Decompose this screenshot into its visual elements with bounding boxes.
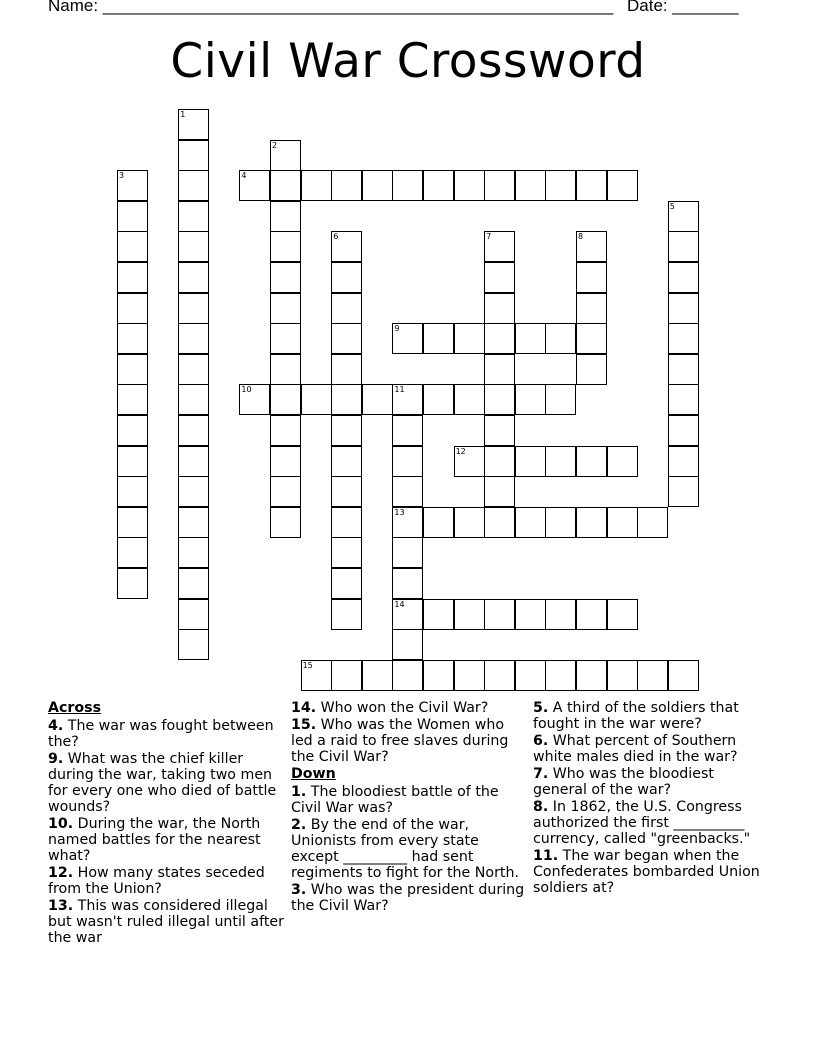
grid-cell[interactable] — [484, 476, 515, 507]
grid-cell[interactable] — [117, 568, 148, 599]
grid-cell[interactable] — [515, 599, 546, 630]
grid-cell[interactable] — [607, 660, 638, 691]
cell-number: 12 — [455, 446, 466, 456]
grid-cell[interactable] — [484, 293, 515, 324]
grid-cell[interactable] — [331, 507, 362, 538]
down-clue-3: 3. Who was the president during the Civil War? — [291, 882, 525, 914]
grid-cell[interactable] — [362, 170, 393, 201]
grid-cell[interactable] — [668, 323, 699, 354]
grid-cell[interactable] — [270, 293, 301, 324]
grid-cell[interactable] — [331, 660, 362, 691]
cell-number: 10 — [241, 385, 252, 395]
grid-cell[interactable] — [484, 446, 515, 477]
grid-cell[interactable] — [668, 476, 699, 507]
grid-cell[interactable] — [301, 660, 332, 691]
grid-cell[interactable] — [423, 507, 454, 538]
grid-cell[interactable] — [668, 415, 699, 446]
cell-number: 3 — [119, 171, 125, 181]
grid-cell[interactable] — [178, 201, 209, 232]
grid-cell[interactable] — [178, 476, 209, 507]
grid-cell[interactable] — [331, 293, 362, 324]
grid-cell[interactable] — [178, 140, 209, 171]
down-clue-8: 8. In 1862, the U.S. Congress authorized the first __________ currency, called "greenbacks." — [533, 799, 751, 847]
grid-cell[interactable] — [117, 415, 148, 446]
cell-number: 6 — [333, 232, 339, 242]
down-clue-6: 6. What percent of Southern white males died in the war? — [533, 733, 738, 765]
grid-cell[interactable] — [178, 293, 209, 324]
grid-cell[interactable] — [117, 323, 148, 354]
down-clue-5: 5. A third of the soldiers that fought in the war were? — [533, 700, 739, 732]
grid-cell[interactable] — [270, 476, 301, 507]
grid-cell[interactable] — [270, 262, 301, 293]
grid-cell[interactable] — [178, 384, 209, 415]
grid-cell[interactable] — [668, 660, 699, 691]
grid-cell[interactable] — [392, 568, 423, 599]
grid-cell[interactable] — [515, 660, 546, 691]
grid-cell[interactable] — [270, 201, 301, 232]
cell-number: 4 — [241, 171, 247, 181]
grid-cell[interactable] — [331, 537, 362, 568]
grid-cell[interactable] — [607, 599, 638, 630]
grid-cell[interactable] — [545, 170, 576, 201]
grid-cell[interactable] — [178, 323, 209, 354]
across-clue-12: 12. How many states seceded from the Union? — [48, 865, 265, 897]
grid-cell[interactable] — [484, 323, 515, 354]
grid-cell[interactable] — [545, 599, 576, 630]
grid-cell[interactable] — [178, 568, 209, 599]
grid-cell[interactable] — [454, 170, 485, 201]
grid-cell[interactable] — [484, 170, 515, 201]
grid-cell[interactable] — [484, 660, 515, 691]
grid-cell[interactable] — [484, 384, 515, 415]
grid-cell[interactable] — [668, 293, 699, 324]
grid-cell[interactable] — [607, 170, 638, 201]
grid-cell[interactable] — [454, 507, 485, 538]
grid-cell[interactable] — [331, 415, 362, 446]
grid-cell[interactable] — [301, 170, 332, 201]
grid-cell[interactable] — [392, 507, 423, 538]
grid-cell[interactable] — [576, 446, 607, 477]
grid-cell[interactable] — [178, 262, 209, 293]
grid-cell[interactable] — [576, 170, 607, 201]
grid-cell[interactable] — [117, 354, 148, 385]
cell-number: 5 — [669, 201, 675, 211]
grid-cell[interactable] — [392, 323, 423, 354]
grid-cell[interactable] — [637, 507, 668, 538]
grid-cell[interactable] — [484, 599, 515, 630]
grid-cell[interactable] — [484, 262, 515, 293]
grid-cell[interactable] — [178, 507, 209, 538]
grid-cell[interactable] — [484, 415, 515, 446]
grid-cell[interactable] — [515, 384, 546, 415]
grid-cell[interactable] — [178, 446, 209, 477]
grid-cell[interactable] — [392, 415, 423, 446]
grid-cell[interactable] — [484, 507, 515, 538]
grid-cell[interactable] — [117, 507, 148, 538]
grid-cell[interactable] — [576, 293, 607, 324]
grid-cell[interactable] — [576, 231, 607, 262]
grid-cell[interactable] — [117, 262, 148, 293]
grid-cell[interactable] — [331, 599, 362, 630]
grid-cell[interactable] — [178, 170, 209, 201]
grid-cell[interactable] — [545, 384, 576, 415]
grid-cell[interactable] — [331, 231, 362, 262]
grid-cell[interactable] — [454, 599, 485, 630]
down-clue-11: 11. The war began when the Confederates bombarded Union soldiers at? — [533, 848, 760, 896]
cell-number: 9 — [394, 324, 400, 334]
grid-cell[interactable] — [668, 201, 699, 232]
grid-cell[interactable] — [392, 446, 423, 477]
grid-cell[interactable] — [270, 446, 301, 477]
down-clue-1: 1. The bloodiest battle of the Civil War was? — [291, 784, 499, 816]
across-clue-10: 10. During the war, the North named battles for the nearest what? — [48, 816, 261, 864]
across-clue-14: 14. Who won the Civil War? — [291, 700, 489, 716]
down-clue-2: 2. By the end of the war, Unionists from every state except _________ had sent regiments to fight for the North. — [291, 817, 519, 881]
grid-cell[interactable] — [117, 293, 148, 324]
grid-cell[interactable] — [178, 415, 209, 446]
grid-cell[interactable] — [270, 415, 301, 446]
down-clue-7: 7. Who was the bloodiest general of the war? — [533, 766, 714, 798]
grid-cell[interactable] — [392, 170, 423, 201]
clue-column-3 — [533, 700, 769, 897]
grid-cell[interactable] — [454, 660, 485, 691]
grid-cell[interactable] — [331, 384, 362, 415]
grid-cell[interactable] — [392, 476, 423, 507]
grid-cell[interactable] — [423, 660, 454, 691]
grid-cell[interactable] — [668, 262, 699, 293]
grid-cell[interactable] — [117, 170, 148, 201]
grid-cell[interactable] — [270, 231, 301, 262]
grid-cell[interactable] — [576, 507, 607, 538]
grid-cell[interactable] — [607, 507, 638, 538]
across-clue-15: 15. Who was the Women who led a raid to free slaves during the Civil War? — [291, 717, 509, 765]
across-clue-4: 4. The war was fought between the? — [48, 718, 274, 750]
cell-number: 11 — [394, 385, 405, 395]
clue-column-1 — [48, 700, 284, 947]
grid-cell[interactable] — [270, 140, 301, 171]
grid-cell[interactable] — [484, 231, 515, 262]
across-clue-13: 13. This was considered illegal but wasn't ruled illegal until after the war — [48, 898, 284, 946]
across-heading: Across — [48, 700, 102, 716]
grid-cell[interactable] — [270, 323, 301, 354]
grid-cell[interactable] — [178, 599, 209, 630]
grid-cell[interactable] — [117, 231, 148, 262]
cell-number: 13 — [394, 507, 405, 517]
grid-cell[interactable] — [392, 599, 423, 630]
grid-cell[interactable] — [545, 660, 576, 691]
cell-number: 7 — [486, 232, 492, 242]
grid-cell[interactable] — [331, 446, 362, 477]
grid-cell[interactable] — [331, 170, 362, 201]
grid-cell[interactable] — [239, 170, 270, 201]
grid-cell[interactable] — [117, 446, 148, 477]
grid-cell[interactable] — [668, 231, 699, 262]
grid-cell[interactable] — [331, 262, 362, 293]
grid-cell[interactable] — [178, 109, 209, 140]
grid-cell[interactable] — [331, 476, 362, 507]
grid-cell[interactable] — [270, 507, 301, 538]
grid-cell[interactable] — [423, 384, 454, 415]
grid-cell[interactable] — [117, 384, 148, 415]
grid-cell[interactable] — [454, 323, 485, 354]
grid-cell[interactable] — [668, 446, 699, 477]
grid-cell[interactable] — [301, 384, 332, 415]
grid-cell[interactable] — [331, 354, 362, 385]
cell-number: 1 — [180, 110, 186, 119]
name-line: Name: ______________________________________________________ — [48, 0, 614, 15]
grid-cell[interactable] — [515, 170, 546, 201]
grid-cell[interactable] — [515, 507, 546, 538]
grid-cell[interactable] — [392, 629, 423, 660]
grid-cell[interactable] — [178, 537, 209, 568]
grid-cell[interactable] — [454, 384, 485, 415]
grid-cell[interactable] — [637, 660, 668, 691]
grid-cell[interactable] — [331, 568, 362, 599]
grid-cell[interactable] — [545, 323, 576, 354]
grid-cell[interactable] — [545, 507, 576, 538]
cell-number: 15 — [302, 660, 313, 670]
cell-number: 14 — [394, 599, 405, 609]
date-line: Date: _______ — [627, 0, 739, 15]
across-clue-9: 9. What was the chief killer during the war, taking two men for every one who died of battle wounds? — [48, 751, 277, 815]
page-title: Civil War Crossword — [170, 34, 646, 89]
grid-cell[interactable] — [270, 384, 301, 415]
grid-cell[interactable] — [576, 660, 607, 691]
grid-cell[interactable] — [117, 476, 148, 507]
grid-cell[interactable] — [362, 384, 393, 415]
cell-number: 8 — [578, 232, 584, 242]
grid-cell[interactable] — [270, 354, 301, 385]
cell-number: 2 — [272, 140, 278, 150]
grid-cell[interactable] — [576, 323, 607, 354]
grid-cell[interactable] — [515, 323, 546, 354]
grid-cell[interactable] — [117, 537, 148, 568]
grid-cell[interactable] — [178, 629, 209, 660]
grid-cell[interactable] — [392, 384, 423, 415]
grid-cell[interactable] — [270, 170, 301, 201]
grid-cell[interactable] — [576, 599, 607, 630]
grid-cell[interactable] — [576, 354, 607, 385]
grid-cell[interactable] — [484, 354, 515, 385]
grid-cell[interactable] — [668, 384, 699, 415]
clue-column-2 — [291, 700, 527, 915]
grid-cell[interactable] — [545, 446, 576, 477]
grid-cell[interactable] — [423, 170, 454, 201]
grid-cell[interactable] — [392, 537, 423, 568]
grid-cell[interactable] — [423, 323, 454, 354]
grid-cell[interactable] — [668, 354, 699, 385]
grid-cell[interactable] — [362, 660, 393, 691]
grid-cell[interactable] — [117, 201, 148, 232]
grid-cell[interactable] — [178, 354, 209, 385]
grid-cell[interactable] — [515, 446, 546, 477]
grid-cell[interactable] — [454, 446, 485, 477]
grid-cell[interactable] — [392, 660, 423, 691]
grid-cell[interactable] — [576, 262, 607, 293]
grid-cell[interactable] — [178, 231, 209, 262]
grid-cell[interactable] — [331, 323, 362, 354]
grid-cell[interactable] — [423, 599, 454, 630]
down-heading: Down — [291, 766, 336, 782]
grid-cell[interactable] — [239, 384, 270, 415]
grid-cell[interactable] — [607, 446, 638, 477]
